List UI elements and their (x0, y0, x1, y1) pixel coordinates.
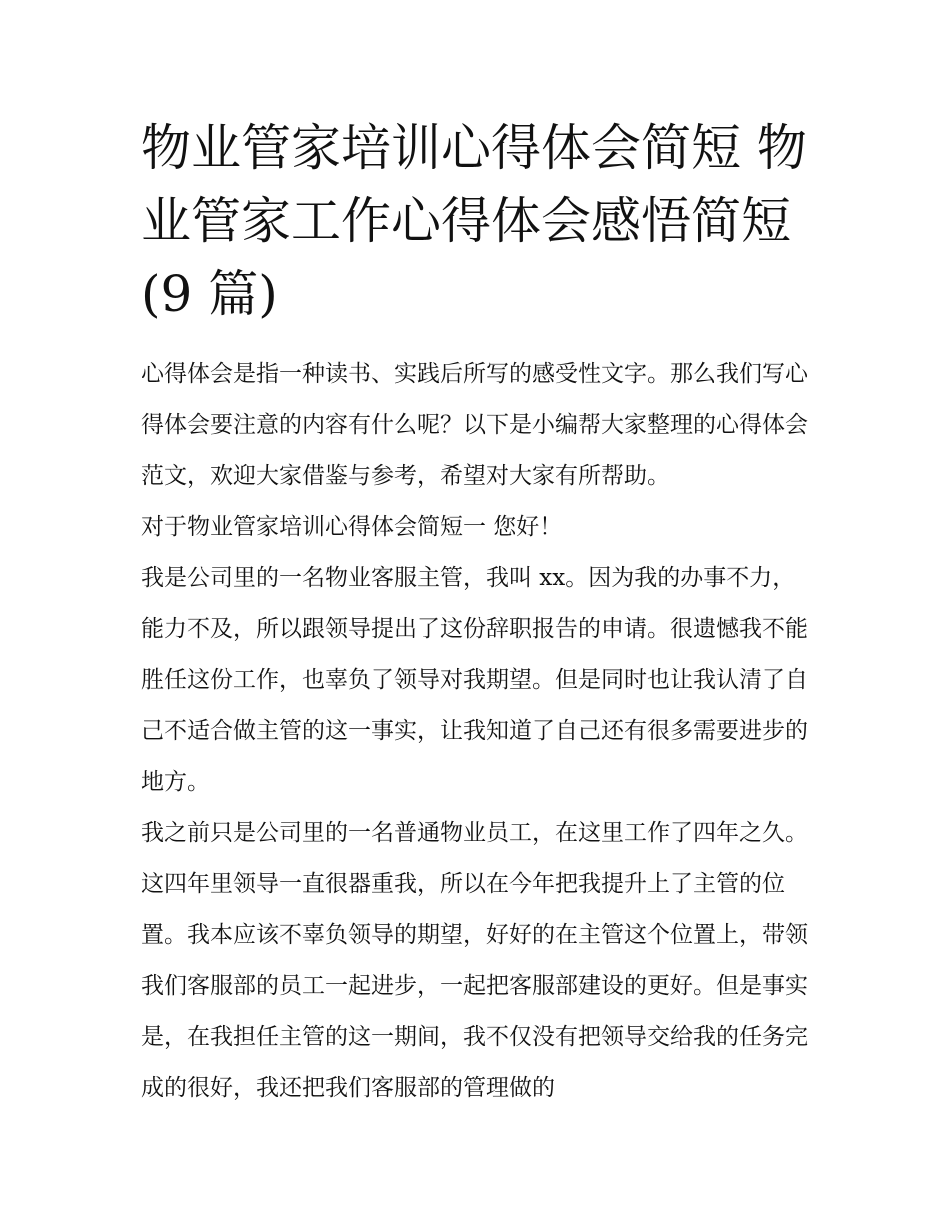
document-title: 物业管家培训心得体会简短 物业管家工作心得体会感悟简短 (9 篇) (141, 119, 807, 323)
section-heading-paragraph: 对于物业管家培训心得体会简短一 您好！ (141, 514, 563, 540)
intro-paragraph: 心得体会是指一种读书、实践后所写的感受性文字。那么我们写心得体会要注意的内容有什么呢？以下是小编帮大家整理的心得体会范文，欢迎大家借鉴与参考，希望对大家有所帮助。 (141, 361, 808, 489)
document-body (141, 349, 816, 1114)
document-content (141, 112, 816, 1114)
body-paragraph: 我之前只是公司里的一名普通物业员工，在这里工作了四年之久。这四年里领导一直很器重我，所以在今年把我提升上了主管的位置。我本应该不辜负领导的期望，好好的在主管这个位置上，带领我们客服部的员工一起进步，一起把客服部建设的更好。但是事实是，在我担任主管的这一期间，我不仅没有把领导交给我的任务完成的很好，我还把我们客服部的管理做的 (141, 820, 808, 1101)
body-paragraph: 我是公司里的一名物业客服主管，我叫 xx。因为我的办事不力，能力不及，所以跟领导提出了这份辞职报告的申请。很遗憾我不能胜任这份工作，也辜负了领导对我期望。但是同时也让我认清了自己不适合做主管的这一事实，让我知道了自己还有很多需要进步的地方。 (141, 565, 808, 795)
